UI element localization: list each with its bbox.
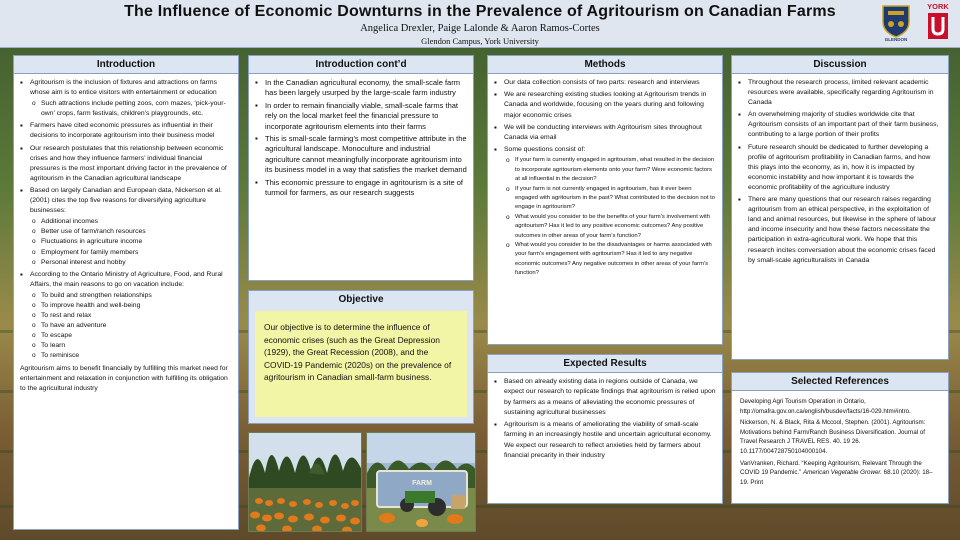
pumpkin-patch-photo — [248, 432, 362, 532]
list-item: o What would you consider to be the disadvantages or harms associated with your farm’s engagement with agritourism? Has it led to any negative economic outcomes? Any negative outcomes in other areas of your farm’s function? — [504, 241, 716, 279]
list-item: o To escape — [30, 331, 232, 341]
discussion-body — [732, 74, 948, 359]
list-item: o To rest and relax — [30, 311, 232, 321]
reference-item: Developing Agri Tourism Operation in Ontario, http://omafra.gov.on.ca/english/busdev/facts/16-029.htm#intro. — [740, 398, 911, 415]
list-item: ▪ We will be conducting interviews with Agritourism sites throughout Canada via email — [494, 123, 716, 143]
expected-results-panel — [487, 354, 723, 504]
list-item: o Additional incomes — [30, 217, 232, 227]
list-item: ▪ According to the Ontario Ministry of Agriculture, Food, and Rural Affairs, the main reasons to go on vacation include: o To build and strengthen relationships o To improve health and well-being o To rest and relax o To have an adventure o To escape o To learn o To reminisce — [20, 270, 232, 362]
introduction-contd-panel — [248, 55, 474, 281]
glendon-logo-text: GLENDON — [884, 37, 908, 42]
list-item: ▪ In the Canadian agricultural economy, the small-scale farm has been largely usurped by the large-scale farm industry — [255, 78, 467, 99]
poster-authors: Angelica Drexler, Paige Lalonde & Aaron Ramos-Cortes — [360, 23, 600, 34]
list-item: o To reminisce — [30, 351, 232, 361]
reference-item: Nickerson, N. & Black, Rita & Mccool, Stephen. (2001). Agritourism: Motivations behind Farm/Ranch Business Diversification. Journal of Travel Research J TRAVEL RES. 40. 19 26. 10.1177/004728750104000104. — [740, 419, 926, 455]
introduction-contd-body — [249, 74, 473, 280]
glendon-crest-logo — [880, 4, 912, 44]
list-item: ▪ There are many questions that our research raises regarding agritourism from an ethical perspective, in the exploitation of land and animal resources, but likewise in the sphere of labour and income insecurity and how these factors necessitate the participation in extra-agricultural work. We hope that this research incites conversation about the economic crises faced by small-scale agriculturalists in Canada — [738, 195, 942, 266]
list-item: o To have an adventure — [30, 321, 232, 331]
list-item: o Better use of farm/ranch resources — [30, 227, 232, 237]
objective-panel — [248, 290, 474, 424]
list-item: ▪ Future research should be dedicated to further developing a profile of agritourism profitability in Canadian farms, and how this plays into the economy, as in, how it is impacted by economic instability and how important it is towards the economic profitability of the agriculture industry — [738, 143, 942, 193]
introduction-body — [14, 74, 238, 529]
list-item: o If your farm is not currently engaged in agritourism, has it ever been engaged with agritourism in the past? What contributed to the decision not to engage in agritourism? — [504, 185, 716, 213]
york-university-logo — [920, 2, 956, 46]
list-item: ▪ Based on already existing data in regions outside of Canada, we expect our research to replicate findings that agritourism is relied upon by farmers as a means of alleviating the economic pressures of sustaining agricultural businesses — [494, 377, 716, 418]
introduction-panel — [13, 55, 239, 530]
discussion-heading: Discussion — [732, 56, 948, 74]
expected-results-body — [488, 373, 722, 503]
introduction-conclusion: Agritourism aims to benefit financially by fulfilling this market need for entertainment and relaxation in conjunction with fulfilling its obligation to the agricultural industry — [20, 364, 228, 392]
list-item: o To improve health and well-being — [30, 301, 232, 311]
list-item: ▪ Our research postulates that this relationship between economic crises and how they influence farmers’ individual financial pressures is the most important driving factor in the prevalence of agritourism in the Canadian agricultural landscape — [20, 144, 232, 184]
list-item: o If your farm is currently engaged in agritourism, what resulted in the decision to incorporate agritourism elements onto your farm? Were economic factors at all influential in the decision? — [504, 156, 716, 184]
list-item: o Such attractions include petting zoos, corn mazes, ‘pick-your-own’ crops, farm festivals, children’s playgrounds, etc. — [30, 99, 232, 119]
list-item: o To build and strengthen relationships — [30, 291, 232, 301]
methods-heading: Methods — [488, 56, 722, 74]
references-body — [732, 391, 948, 503]
list-item: o To learn — [30, 341, 232, 351]
list-item: ▪ Agritourism is the inclusion of fixtures and attractions on farms whose aim is to entice visitors with entertainment or education o Such attractions include petting zoos, corn mazes, ‘pick-your-own’ crops, farm festivals, children’s playgrounds, etc. — [20, 78, 232, 119]
objective-text: Our objective is to determine the influence of economic crises (such as the Great Depression (1929), the Great Recession (2008), and the COVID-19 Pandemic (2020s) on the prevalence of agritourism in Canadian small-farm business. — [255, 311, 467, 417]
svg-text:FARM: FARM — [412, 480, 432, 487]
list-item: ▪ Some questions consist of: o If your farm is currently engaged in agritourism, what resulted in the decision to incorporate agritourism elements onto your farm? Were economic factors at all influential in the decision? o If your farm is not currently engaged in agritourism, has it ever been engaged with agritourism in the past? What contributed to the decision not to engage in agritourism? o What would you consider to be the benefits of your farm’s involvement with agritourism? Has it led to any positive economic outcomes? Any positive outcomes in other areas of your farm’s function? o What would you consider to be the disadvantages or harms associated with your farm’s engagement with agritourism? Has it led to any negative economic outcomes? Any negative outcomes in other areas of your farm’s function? — [494, 145, 716, 278]
list-item: ▪ Farmers have cited economic pressures as influential in their decisions to incorporate agritourism into their business model — [20, 121, 232, 141]
list-item: ▪ This is small-scale farming’s most competitive attribute in the agricultural landscape. Monoculture and industrial agriculture cannot meaningfully incorporate agritourism into its business model in a way that satisfies the market demand — [255, 134, 467, 176]
list-item: ▪ Our data collection consists of two parts: research and interviews — [494, 78, 716, 88]
introduction-heading: Introduction — [14, 56, 238, 74]
york-logo-text: YORK — [927, 2, 949, 11]
discussion-panel — [731, 55, 949, 360]
objective-heading: Objective — [249, 291, 473, 309]
reference-item: VanVranken, Richard. “Keeping Agritourism, Relevant Through the COVID 19 Pandemic.” American Vegetable Grower. 68.10 (2020): 18–19. Print — [740, 459, 933, 486]
list-item: ▪ This economic pressure to engage in agritourism is a site of turmoil for farmers, as our research suggests — [255, 178, 467, 199]
list-item: ▪ Based on largely Canadian and European data, Nickerson et al. (2001) cites the top five reasons for diversifying agriculture businesses: o Additional incomes o Better use of farm/ranch resources o Fluctuations in agriculture income o Employment for family members o Personal interest and hobby — [20, 186, 232, 268]
list-item: o Employment for family members — [30, 248, 232, 258]
methods-body — [488, 74, 722, 344]
list-item: o Fluctuations in agriculture income — [30, 237, 232, 247]
references-heading: Selected References — [732, 373, 948, 391]
list-item: o Personal interest and hobby — [30, 258, 232, 268]
poster-affiliation: Glendon Campus, York University — [421, 36, 539, 46]
list-item: ▪ Throughout the research process, limited relevant academic resources were available, specifically regarding Agritourism in Canada — [738, 78, 942, 108]
list-item: o What would you consider to be the benefits of your farm’s involvement with agritourism? Has it led to any positive economic outcomes? Any positive outcomes in other areas of your farm’s function? — [504, 213, 716, 241]
poster-header — [0, 0, 960, 48]
references-panel — [731, 372, 949, 504]
list-item: ▪ In order to remain financially viable, small-scale farms that rely on the local market feel the financial pressure to incorporate agritourism elements into their farms — [255, 101, 467, 132]
introduction-contd-heading: Introduction cont’d — [249, 56, 473, 74]
expected-results-heading: Expected Results — [488, 355, 722, 373]
methods-panel — [487, 55, 723, 345]
farm-display-photo — [366, 432, 476, 532]
list-item: ▪ An overwhelming majority of studies worldwide cite that Agritourism consists of an important part of their farm business, contributing to a large portion of their profits — [738, 110, 942, 140]
poster-title: The Influence of Economic Downturns in the Prevalence of Agritourism on Canadian Farms — [124, 3, 836, 20]
list-item: ▪ We are researching existing studies looking at Agritourism trends in Canada and worldwide, focusing on the years during and following major economic crises — [494, 90, 716, 121]
list-item: ▪ Agritourism is a means of ameliorating the viability of small-scale farming in an increasingly hostile and uncertain agricultural economy. We expect our research to reflect anxieties held by farmers about financial precarity in their industry — [494, 420, 716, 461]
